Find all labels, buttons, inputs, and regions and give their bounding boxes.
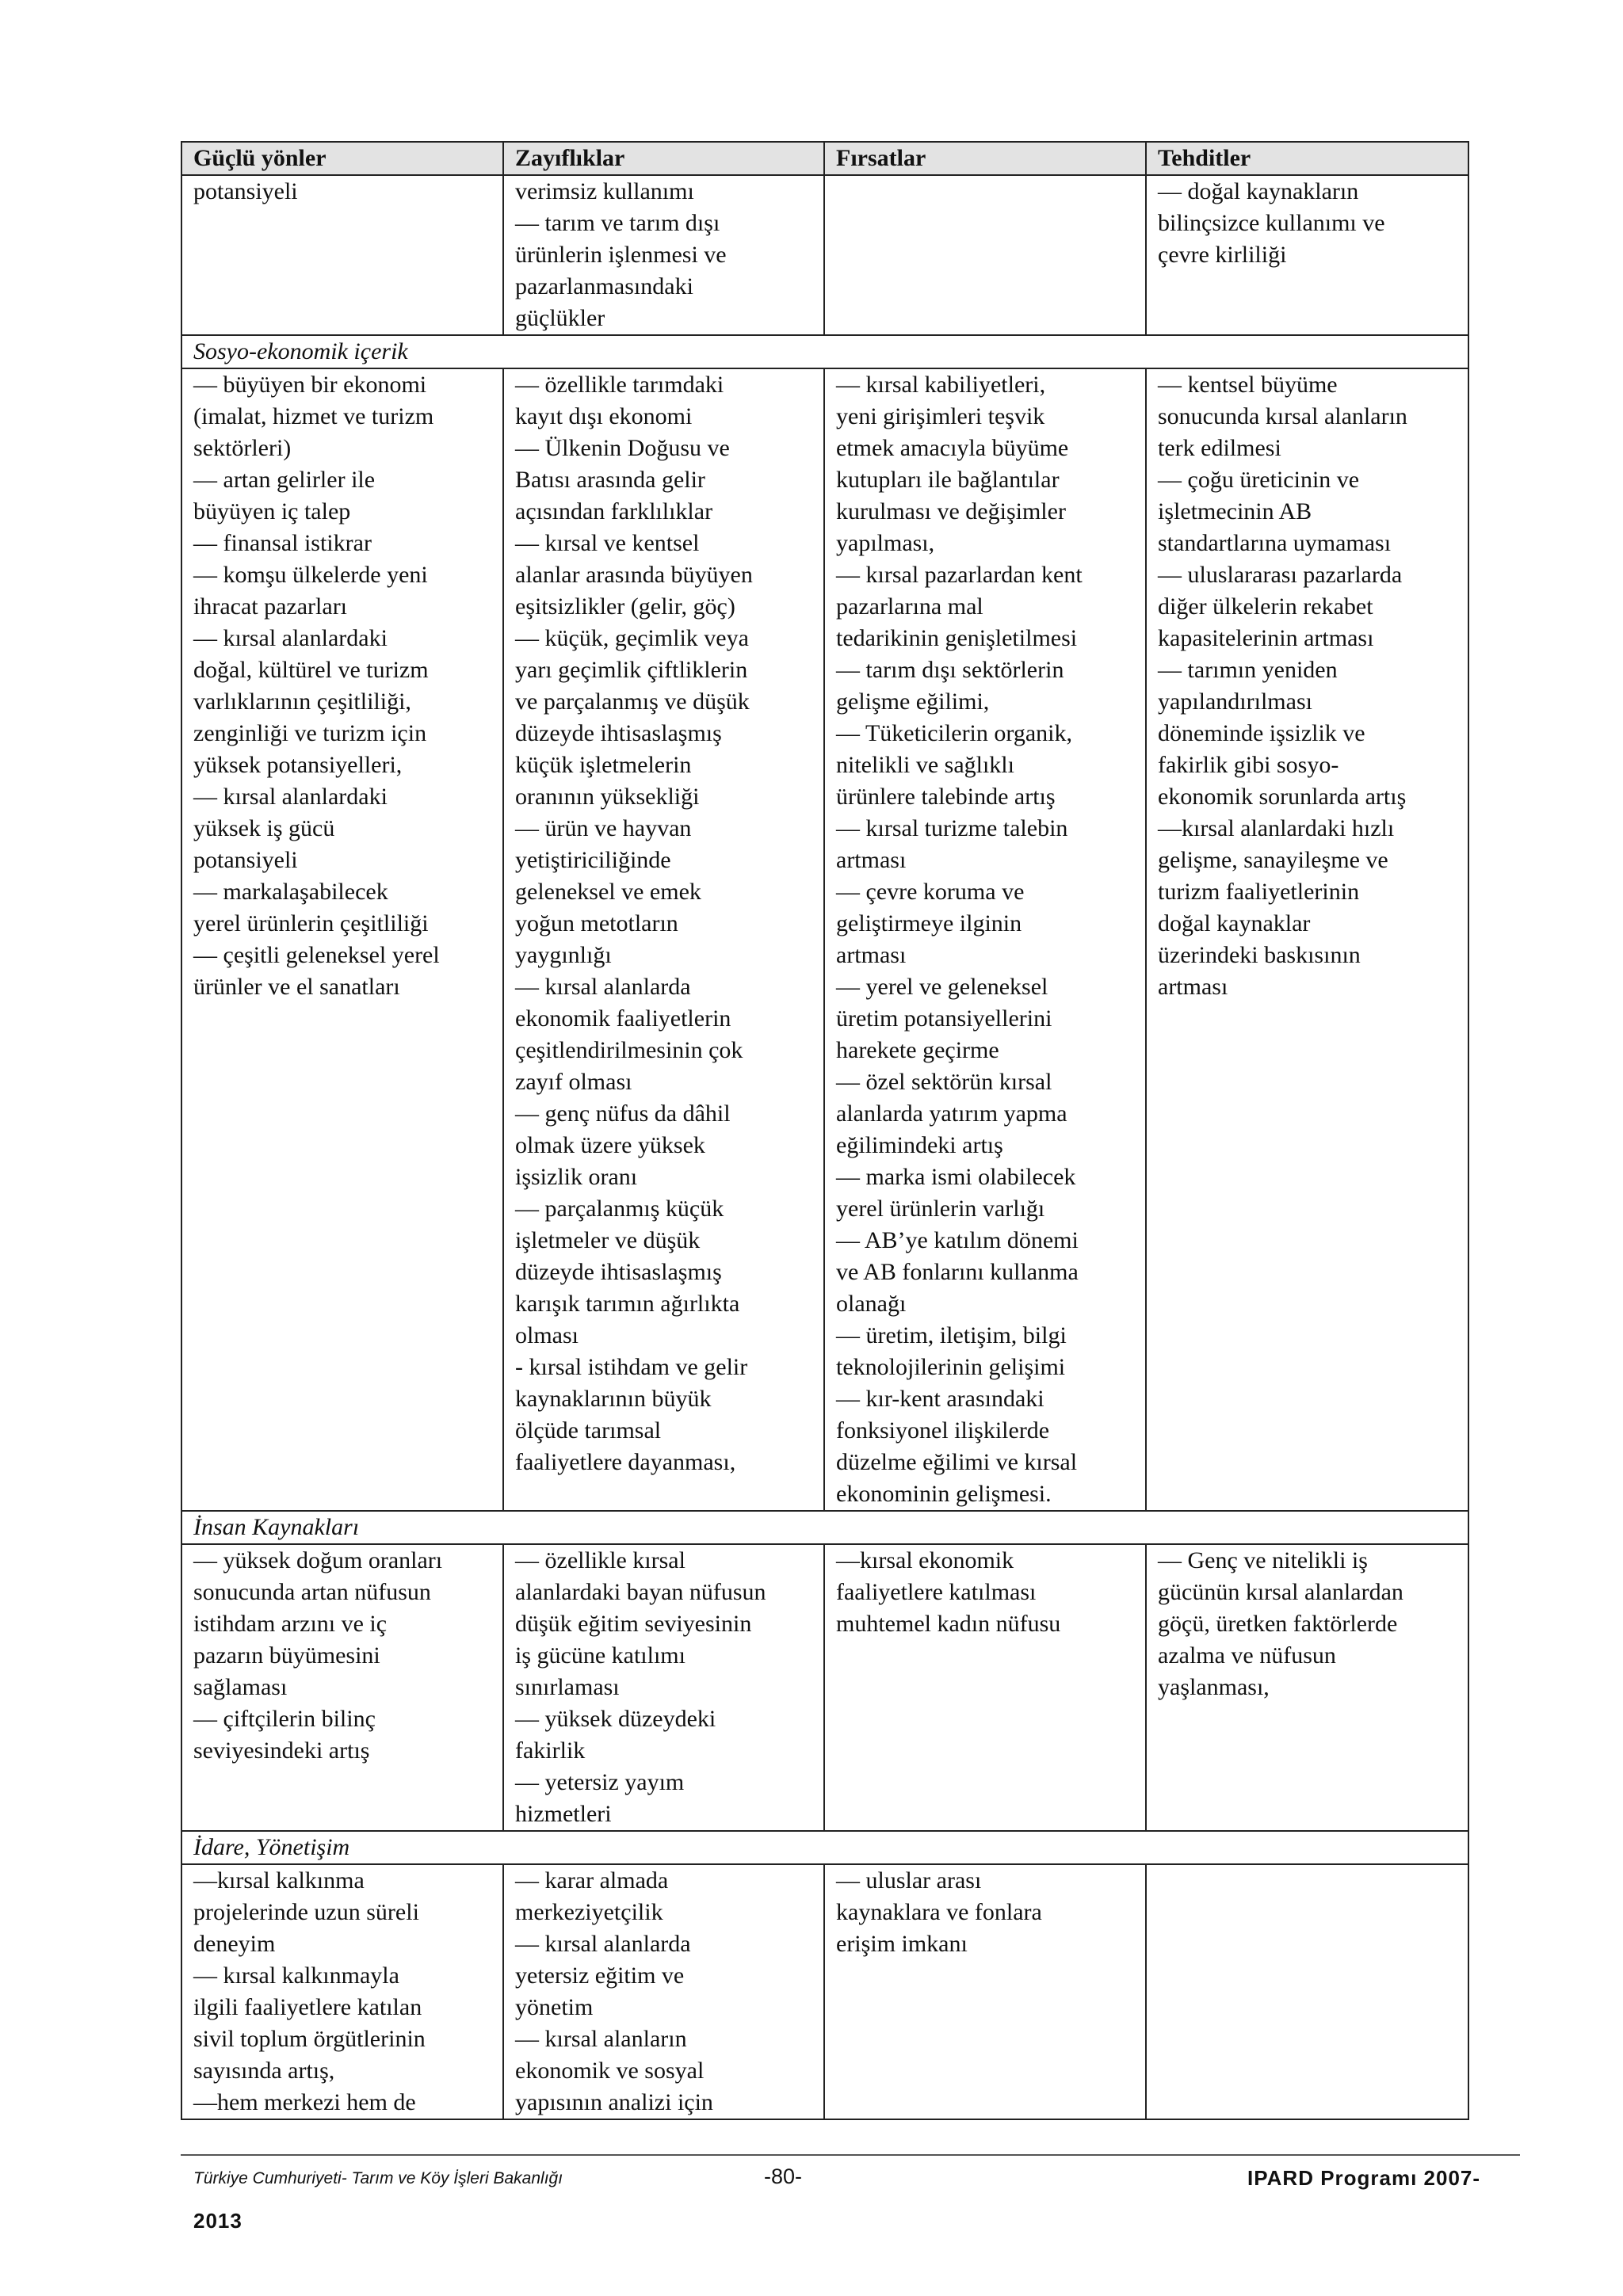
cell-text-line: küçük işletmelerin xyxy=(515,752,692,778)
cell-text-line: turizm faaliyetlerinin xyxy=(1158,879,1360,905)
cell-text-line: — Ülkenin Doğusu ve xyxy=(515,435,730,461)
cell-text-line: ihracat pazarları xyxy=(193,593,348,620)
cell-text-line: ekonominin gelişmesi. xyxy=(836,1481,1052,1507)
cell-text-line: yönetim xyxy=(515,1994,594,2020)
cell-text-line: sektörleri) xyxy=(193,435,292,461)
cell-text-line: sağlaması xyxy=(193,1674,288,1700)
cell-text-line: geleneksel ve emek xyxy=(515,879,701,905)
cell-text-line: faaliyetlere katılması xyxy=(836,1579,1037,1605)
cell-text-line: zayıf olması xyxy=(515,1069,632,1095)
cell-text-line: açısından farklılıklar xyxy=(515,498,713,524)
cell-text-line: üretim potansiyellerini xyxy=(836,1005,1052,1032)
cell-text-line: — kırsal alanlardaki xyxy=(193,625,388,651)
cell-text-line: olmak üzere yüksek xyxy=(515,1132,705,1158)
cell-text-line: işletmecinin AB xyxy=(1158,498,1312,524)
cell-text-line: fakirlik gibi sosyo- xyxy=(1158,752,1339,778)
cell-text-line: — küçük, geçimlik veya xyxy=(515,625,749,651)
cell-text-line: düzeyde ihtisaslaşmış xyxy=(515,1259,722,1285)
cell-text-line: kaynaklarının büyük xyxy=(515,1386,712,1412)
swot-table xyxy=(181,141,1469,2120)
cell-text-line: artması xyxy=(836,942,907,968)
cell-text-line: işletmeler ve düşük xyxy=(515,1227,701,1253)
cell-text-line: —kırsal ekonomik xyxy=(836,1547,1014,1573)
footer-page-number: -80- xyxy=(764,2164,803,2188)
cell-text-line: potansiyeli xyxy=(193,178,298,204)
cell-text-line: fakirlik xyxy=(515,1737,586,1764)
cell-threats xyxy=(1146,1544,1468,1831)
cell-text-line: — doğal kaynakların xyxy=(1158,178,1359,204)
cell-text-line: seviyesindeki artış xyxy=(193,1737,370,1764)
cell-text-line: potansiyeli xyxy=(193,847,298,873)
table-row xyxy=(181,1864,1468,2119)
cell-text-line: düzelme eğilimi ve kırsal xyxy=(836,1449,1078,1475)
footer-ministry: Türkiye Cumhuriyeti- Tarım ve Köy İşleri Bakanlığı xyxy=(193,2169,563,2187)
cell-text-line: — büyüyen bir ekonomi xyxy=(193,372,427,398)
cell-text-line: eşitsizlikler (gelir, göç) xyxy=(515,593,735,620)
cell-text-line: pazarlarına mal xyxy=(836,593,983,620)
cell-text-line: azalma ve nüfusun xyxy=(1158,1642,1336,1669)
cell-text-line: — çeşitli geleneksel yerel xyxy=(193,942,440,968)
cell-text-line: — kırsal alanlarda xyxy=(515,1931,691,1957)
cell-text-line: ekonomik ve sosyal xyxy=(515,2058,705,2084)
cell-text-line: yüksek potansiyelleri, xyxy=(193,752,403,778)
cell-text-line: merkeziyetçilik xyxy=(515,1899,663,1925)
cell-text-line: büyüyen iç talep xyxy=(193,498,351,524)
header-threats: Tehditler xyxy=(1146,142,1468,175)
footer-program-year: 2013 xyxy=(193,2209,242,2233)
cell-text-line: işsizlik oranı xyxy=(515,1164,638,1190)
cell-text-line: yüksek iş gücü xyxy=(193,815,335,841)
cell-text-line: yoğun metotların xyxy=(515,910,678,936)
cell-text-line: üzerindeki baskısının xyxy=(1158,942,1361,968)
table-row xyxy=(181,368,1468,1511)
cell-text-line: varlıklarının çeşitliliği, xyxy=(193,688,411,715)
cell-text-line: güçlükler xyxy=(515,305,605,331)
cell-text-line: — özellikle tarımdaki xyxy=(515,372,724,398)
cell-text-line: doğal kaynaklar xyxy=(1158,910,1311,936)
cell-text-line: — kırsal alanlardaki xyxy=(193,784,388,810)
cell-text-line: — özel sektörün kırsal xyxy=(836,1069,1052,1095)
section-row xyxy=(181,1511,1468,1544)
table-header-row xyxy=(181,142,1468,175)
cell-text-line: sivil toplum örgütlerinin xyxy=(193,2026,426,2052)
cell-text-line: harekete geçirme xyxy=(836,1037,999,1063)
cell-text-line: — kırsal kabiliyetleri, xyxy=(836,372,1046,398)
cell-text-line: —kırsal kalkınma xyxy=(193,1867,365,1894)
cell-text-line: — Tüketicilerin organik, xyxy=(836,720,1072,746)
cell-text-line: gelişme eğilimi, xyxy=(836,688,990,715)
cell-text-line: tedarikinin genişletilmesi xyxy=(836,625,1078,651)
cell-opportunities xyxy=(824,1864,1146,2119)
cell-text-line: kutupları ile bağlantılar xyxy=(836,467,1060,493)
cell-text-line: kaynaklara ve fonlara xyxy=(836,1899,1042,1925)
cell-text-line: çevre kirliliği xyxy=(1158,242,1287,268)
cell-text-line: standartlarına uymaması xyxy=(1158,530,1392,556)
cell-text-line: — uluslararası pazarlarda xyxy=(1158,562,1403,588)
cell-text-line: — komşu ülkelerde yeni xyxy=(193,562,428,588)
cell-text-line: — genç nüfus da dâhil xyxy=(515,1100,731,1127)
cell-text-line: fonksiyonel ilişkilerde xyxy=(836,1417,1050,1444)
cell-text-line: — AB’ye katılım dönemi xyxy=(836,1227,1079,1253)
cell-text-line: — ürün ve hayvan xyxy=(515,815,692,841)
cell-text-line: düşük eğitim seviyesinin xyxy=(515,1611,752,1637)
cell-text-line: istihdam arzını ve iç xyxy=(193,1611,388,1637)
cell-text-line: bilinçsizce kullanımı ve xyxy=(1158,210,1385,236)
cell-text-line: erişim imkanı xyxy=(836,1931,968,1957)
cell-text-line: sonucunda artan nüfusun xyxy=(193,1579,431,1605)
cell-text-line: ilgili faaliyetlere katılan xyxy=(193,1994,422,2020)
cell-opportunities xyxy=(824,1544,1146,1831)
cell-text-line: oranının yüksekliği xyxy=(515,784,700,810)
cell-text-line: kayıt dışı ekonomi xyxy=(515,403,693,429)
cell-text-line: sonucunda kırsal alanların xyxy=(1158,403,1407,429)
cell-strengths xyxy=(181,368,503,1511)
cell-strengths xyxy=(181,1864,503,2119)
cell-text-line: ürünlerin işlenmesi ve xyxy=(515,242,727,268)
cell-text-line: doğal, kültürel ve turizm xyxy=(193,657,429,683)
cell-text-line: ürünlere talebinde artış xyxy=(836,784,1056,810)
cell-text-line: teknolojilerinin gelişimi xyxy=(836,1354,1066,1380)
cell-opportunities xyxy=(824,368,1146,1511)
cell-text-line: — tarımın yeniden xyxy=(1158,657,1338,683)
cell-text-line: döneminde işsizlik ve xyxy=(1158,720,1365,746)
cell-text-line: alanlarda yatırım yapma xyxy=(836,1100,1067,1127)
cell-text-line: sayısında artış, xyxy=(193,2058,335,2084)
header-opportunities: Fırsatlar xyxy=(824,142,1146,175)
cell-text-line: artması xyxy=(836,847,907,873)
cell-text-line: yapılandırılması xyxy=(1158,688,1312,715)
cell-text-line: — çoğu üreticinin ve xyxy=(1158,467,1360,493)
cell-text-line: — üretim, iletişim, bilgi xyxy=(836,1322,1067,1348)
cell-text-line: yapısının analizi için xyxy=(515,2089,713,2115)
cell-text-line: gücünün kırsal alanlardan xyxy=(1158,1579,1403,1605)
section-title: İdare, Yönetişim xyxy=(181,1831,1468,1864)
cell-text-line: — markalaşabilecek xyxy=(193,879,388,905)
cell-text-line: — parçalanmış küçük xyxy=(515,1196,724,1222)
cell-text-line: pazarlanmasındaki xyxy=(515,273,693,299)
cell-text-line: ekonomik faaliyetlerin xyxy=(515,1005,731,1032)
cell-text-line: ölçüde tarımsal xyxy=(515,1417,662,1444)
cell-text-line: — yerel ve geleneksel xyxy=(836,974,1048,1000)
cell-text-line: yerel ürünlerin varlığı xyxy=(836,1196,1045,1222)
cell-threats xyxy=(1146,368,1468,1511)
footer-program: IPARD Programı 2007- xyxy=(1247,2166,1481,2190)
cell-text-line: terk edilmesi xyxy=(1158,435,1281,461)
cell-strengths xyxy=(181,1544,503,1831)
cell-text-line: — karar almada xyxy=(515,1867,669,1894)
header-weaknesses: Zayıflıklar xyxy=(503,142,824,175)
cell-text-line: yetersiz eğitim ve xyxy=(515,1962,685,1989)
cell-text-line: — kırsal turizme talebin xyxy=(836,815,1068,841)
cell-text-line: — yüksek doğum oranları xyxy=(193,1547,443,1573)
cell-text-line: iş gücüne katılımı xyxy=(515,1642,685,1669)
cell-text-line: — kırsal ve kentsel xyxy=(515,530,700,556)
cell-text-line: sınırlaması xyxy=(515,1674,620,1700)
section-row xyxy=(181,335,1468,368)
cell-text-line: (imalat, hizmet ve turizm xyxy=(193,403,434,429)
cell-text-line: düzeyde ihtisaslaşmış xyxy=(515,720,722,746)
section-title: Sosyo-ekonomik içerik xyxy=(181,335,1468,368)
cell-text-line: yerel ürünlerin çeşitliliği xyxy=(193,910,429,936)
cell-text-line: yaşlanması, xyxy=(1158,1674,1270,1700)
cell-text-line: yaygınlığı xyxy=(515,942,612,968)
cell-text-line: —kırsal alanlardaki hızlı xyxy=(1158,815,1395,841)
table-row xyxy=(181,175,1468,335)
cell-text-line: - kırsal istihdam ve gelir xyxy=(515,1354,748,1380)
cell-text-line: olanağı xyxy=(836,1291,907,1317)
cell-text-line: alanlardaki bayan nüfusun xyxy=(515,1579,766,1605)
cell-text-line: gelişme, sanayileşme ve xyxy=(1158,847,1388,873)
cell-text-line: kapasitelerinin artması xyxy=(1158,625,1374,651)
section-title: İnsan Kaynakları xyxy=(181,1511,1468,1544)
cell-text-line: alanlar arasında büyüyen xyxy=(515,562,753,588)
cell-text-line: — tarım dışı sektörlerin xyxy=(836,657,1064,683)
cell-weaknesses xyxy=(503,368,824,1511)
cell-text-line: — çevre koruma ve xyxy=(836,879,1025,905)
cell-text-line: ve parçalanmış ve düşük xyxy=(515,688,750,715)
cell-weaknesses xyxy=(503,1544,824,1831)
cell-text-line: yeni girişimleri teşvik xyxy=(836,403,1045,429)
cell-text-line: eğilimindeki artış xyxy=(836,1132,1003,1158)
table-body xyxy=(181,175,1468,2119)
cell-text-line: — kentsel büyüme xyxy=(1158,372,1338,398)
cell-text-line: — yetersiz yayım xyxy=(515,1769,685,1795)
cell-text-line: olması xyxy=(515,1322,579,1348)
cell-text-line: — artan gelirler ile xyxy=(193,467,376,493)
cell-text-line: hizmetleri xyxy=(515,1801,612,1827)
cell-text-line: pazarın büyümesini xyxy=(193,1642,380,1669)
cell-text-line: yapılması, xyxy=(836,530,935,556)
cell-threats xyxy=(1146,1864,1468,2119)
cell-text-line: — kırsal alanlarda xyxy=(515,974,691,1000)
cell-text-line: —hem merkezi hem de xyxy=(193,2089,416,2115)
cell-text-line: ve AB fonlarını kullanma xyxy=(836,1259,1079,1285)
cell-text-line: geliştirmeye ilginin xyxy=(836,910,1022,936)
cell-text-line: — çiftçilerin bilinç xyxy=(193,1706,376,1732)
section-row xyxy=(181,1831,1468,1864)
cell-opportunities xyxy=(824,175,1146,335)
cell-text-line: — kırsal pazarlardan kent xyxy=(836,562,1083,588)
cell-text-line: yetiştiriciliğinde xyxy=(515,847,671,873)
cell-text-line: ürünler ve el sanatları xyxy=(193,974,400,1000)
cell-text-line: zenginliği ve turizm için xyxy=(193,720,427,746)
cell-text-line: — Genç ve nitelikli iş xyxy=(1158,1547,1368,1573)
cell-text-line: faaliyetlere dayanması, xyxy=(515,1449,736,1475)
table-row xyxy=(181,1544,1468,1831)
cell-text-line: karışık tarımın ağırlıkta xyxy=(515,1291,740,1317)
cell-text-line: — özellikle kırsal xyxy=(515,1547,685,1573)
cell-text-line: çeşitlendirilmesinin çok xyxy=(515,1037,743,1063)
cell-text-line: — kırsal alanların xyxy=(515,2026,687,2052)
cell-text-line: diğer ülkelerin rekabet xyxy=(1158,593,1373,620)
footer-divider xyxy=(181,2154,1520,2156)
cell-text-line: — kır-kent arasındaki xyxy=(836,1386,1044,1412)
cell-text-line: nitelikli ve sağlıklı xyxy=(836,752,1014,778)
cell-weaknesses xyxy=(503,1864,824,2119)
cell-threats xyxy=(1146,175,1468,335)
cell-text-line: etmek amacıyla büyüme xyxy=(836,435,1069,461)
cell-text-line: — uluslar arası xyxy=(836,1867,982,1894)
cell-text-line: — finansal istikrar xyxy=(193,530,372,556)
cell-text-line: muhtemel kadın nüfusu xyxy=(836,1611,1061,1637)
cell-text-line: verimsiz kullanımı xyxy=(515,178,694,204)
cell-strengths xyxy=(181,175,503,335)
cell-text-line: — marka ismi olabilecek xyxy=(836,1164,1076,1190)
cell-text-line: Batısı arasında gelir xyxy=(515,467,705,493)
cell-text-line: deneyim xyxy=(193,1931,276,1957)
cell-text-line: projelerinde uzun süreli xyxy=(193,1899,419,1925)
cell-text-line: — tarım ve tarım dışı xyxy=(515,210,720,236)
cell-text-line: göçü, üretken faktörlerde xyxy=(1158,1611,1398,1637)
cell-text-line: kurulması ve değişimler xyxy=(836,498,1066,524)
cell-text-line: artması xyxy=(1158,974,1228,1000)
cell-text-line: — yüksek düzeydeki xyxy=(515,1706,716,1732)
cell-text-line: — kırsal kalkınmayla xyxy=(193,1962,399,1989)
cell-weaknesses xyxy=(503,175,824,335)
header-strengths: Güçlü yönler xyxy=(181,142,503,175)
cell-text-line: ekonomik sorunlarda artış xyxy=(1158,784,1407,810)
cell-text-line: yarı geçimlik çiftliklerin xyxy=(515,657,748,683)
